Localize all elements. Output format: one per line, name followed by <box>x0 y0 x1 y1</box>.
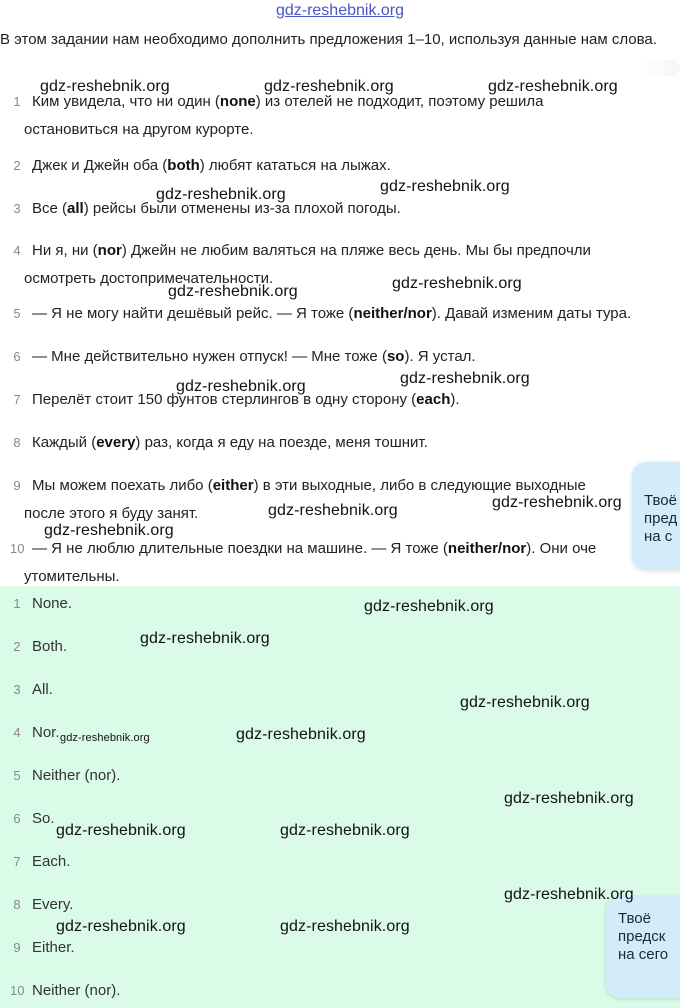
watermark-text: gdz-reshebnik.org <box>56 918 186 935</box>
answer-number: 2 <box>13 639 21 654</box>
answer-word: both <box>167 157 200 174</box>
answer-text: Both. <box>32 638 68 655</box>
question-text: ). <box>450 391 460 408</box>
question-text: Мы можем поехать либо ( <box>32 477 213 494</box>
question-text: — Мне действительно нужен отпуск! — Мне тоже ( <box>32 348 387 365</box>
site-link[interactable]: gdz-reshebnik.org <box>275 2 405 19</box>
watermark-text: gdz-reshebnik.org <box>364 598 494 615</box>
answer-text: None. <box>32 595 73 612</box>
question-number: 7 <box>13 392 21 407</box>
answer-text: Each. <box>32 853 71 870</box>
question-number: 8 <box>13 435 21 450</box>
answer-text: Neither (nor). <box>32 982 121 999</box>
question-number: 3 <box>13 201 21 216</box>
answer-word: all <box>67 200 84 217</box>
watermark-text: gdz-reshebnik.org <box>60 732 150 744</box>
watermark-text: gdz-reshebnik.org <box>176 378 306 395</box>
answer-number: 3 <box>13 682 21 697</box>
watermark-text: gdz-reshebnik.org <box>392 275 522 292</box>
chat-bubble-text: Твоё <box>618 910 651 927</box>
answer-text: All. <box>32 681 53 698</box>
question-text: ) из отелей не подходит, поэтому решила <box>255 93 544 110</box>
question-number: 1 <box>13 94 21 109</box>
answer-word: every <box>96 434 136 451</box>
answer-word: so <box>386 348 405 365</box>
answer-word: neither/nor <box>353 305 432 322</box>
watermark-text: gdz-reshebnik.org <box>460 694 590 711</box>
answer-number: 7 <box>13 854 21 869</box>
watermark-text: gdz-reshebnik.org <box>400 370 530 387</box>
question-text: после этого я буду занят. <box>24 505 199 522</box>
question-number: 4 <box>13 243 21 258</box>
chat-bubble-text: предск <box>618 928 666 945</box>
chat-bubble-text: на с <box>644 528 673 545</box>
question-text: остановиться на другом курорте. <box>24 121 254 138</box>
answer-text: Either. <box>32 939 75 956</box>
answer-word: nor <box>97 242 122 259</box>
chat-bubble-text: пред <box>644 510 678 527</box>
question-number: 5 <box>13 306 21 321</box>
watermark-text: gdz-reshebnik.org <box>236 726 366 743</box>
question-text: Ким увидела, что ни один ( <box>32 93 220 110</box>
watermark-text: gdz-reshebnik.org <box>44 522 174 539</box>
question-text: ). Они оче <box>526 540 597 557</box>
answer-text: So. <box>32 810 55 827</box>
answer-number: 4 <box>13 725 21 740</box>
watermark-text: gdz-reshebnik.org <box>492 494 622 511</box>
question-text: — Я не люблю длительные поездки на машине. — Я тоже ( <box>32 540 448 557</box>
watermark-text: gdz-reshebnik.org <box>268 502 398 519</box>
question-text: Джек и Джейн оба ( <box>32 157 168 174</box>
answer-number: 6 <box>13 811 21 826</box>
chat-widget-bubble[interactable] <box>606 896 680 998</box>
watermark-text: gdz-reshebnik.org <box>280 822 410 839</box>
answer-number: 8 <box>13 897 21 912</box>
chat-bubble-text: Твоё <box>644 492 677 509</box>
question-text: ). Я устал. <box>404 348 476 365</box>
watermark-text: gdz-reshebnik.org <box>380 178 510 195</box>
question-text: ) Джейн не любим валяться на пляже весь день. Мы бы предпочли <box>121 242 591 259</box>
question-text: ). Давай изменим даты тура. <box>431 305 632 322</box>
question-text: Ни я, ни ( <box>32 242 98 259</box>
chat-widget-bubble[interactable] <box>632 462 680 570</box>
answer-word: each <box>416 391 451 408</box>
question-text: — Я не могу найти дешёвый рейс. — Я тоже ( <box>32 305 354 322</box>
question-text: ) раз, когда я еду на поезде, меня тошнит. <box>135 434 428 451</box>
answer-text: Neither (nor). <box>32 767 121 784</box>
question-text: ) в эти выходные, либо в следующие выходные <box>253 477 586 494</box>
question-text: осмотреть достопримечательности. <box>24 270 274 287</box>
watermark-text: gdz-reshebnik.org <box>504 790 634 807</box>
question-number: 10 <box>10 541 25 556</box>
watermark-text: gdz-reshebnik.org <box>264 78 394 95</box>
answer-word: either <box>212 477 254 494</box>
watermark-text: gdz-reshebnik.org <box>56 822 186 839</box>
question-number: 6 <box>13 349 21 364</box>
watermark-text: gdz-reshebnik.org <box>280 918 410 935</box>
answer-text: Nor. <box>32 724 60 741</box>
question-text: Все ( <box>32 200 68 217</box>
task-intro: В этом задании нам необходимо дополнить предложения 1–10, используя данные нам слова. <box>0 31 657 48</box>
watermark-text: gdz-reshebnik.org <box>40 78 170 95</box>
question-number: 9 <box>13 478 21 493</box>
question-number: 2 <box>13 158 21 173</box>
edge-shadow <box>640 60 680 76</box>
question-text: Каждый ( <box>32 434 97 451</box>
answer-word: none <box>219 93 256 110</box>
watermark-text: gdz-reshebnik.org <box>504 886 634 903</box>
watermark-text: gdz-reshebnik.org <box>140 630 270 647</box>
chat-bubble-text: на сего <box>618 946 669 963</box>
watermark-text: gdz-reshebnik.org <box>488 78 618 95</box>
watermark-text: gdz-reshebnik.org <box>156 186 286 203</box>
answer-number: 10 <box>10 983 25 998</box>
question-text: ) любят кататься на лыжах. <box>199 157 391 174</box>
answer-word: neither/nor <box>447 540 527 557</box>
answer-number: 1 <box>13 596 21 611</box>
question-text: Перелёт стоит 150 фунтов стерлингов в одну сторону ( <box>32 391 417 408</box>
question-text: ) рейсы были отменены из-за плохой погоды. <box>83 200 401 217</box>
watermark-text: gdz-reshebnik.org <box>168 283 298 300</box>
answer-number: 5 <box>13 768 21 783</box>
question-text: утомительны. <box>24 568 120 585</box>
answer-number: 9 <box>13 940 21 955</box>
answer-text: Every. <box>32 896 74 913</box>
